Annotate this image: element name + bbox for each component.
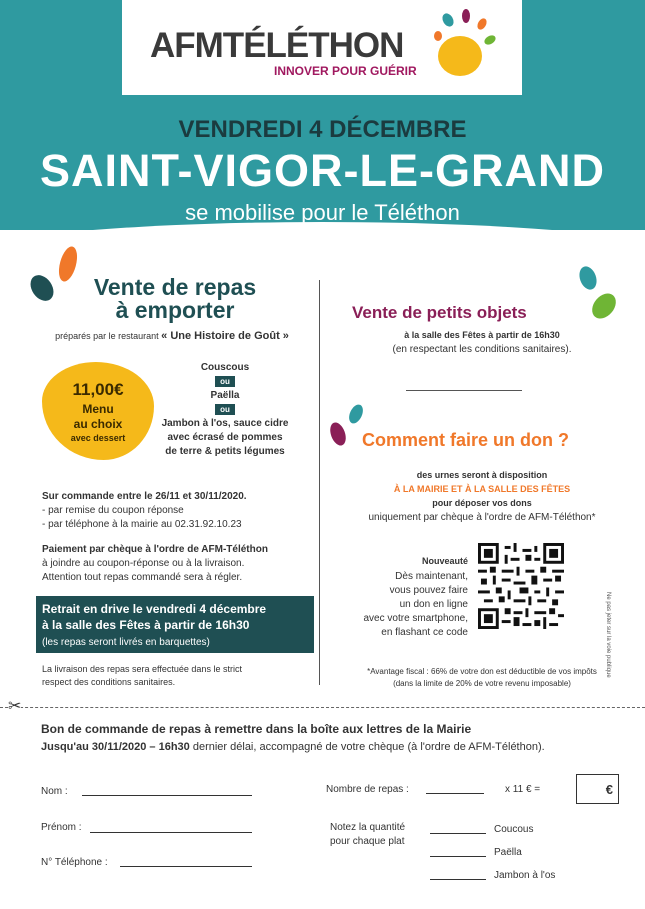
drops-don-icon: [326, 402, 366, 452]
logo-main: AFMTÉLÉTHON: [150, 26, 404, 65]
tax-line1: *Avantage fiscal : 66% de votre don est déductible de vos impôts: [367, 667, 597, 676]
donation-line4: uniquement par chèque à l'ordre de AFM-Téléthon*: [368, 512, 596, 523]
meals-title-line1: Vente de repas: [93, 274, 257, 300]
delivery-line1: La livraison des repas sera effectuée dans le strict: [42, 664, 242, 674]
phone-field[interactable]: [120, 866, 252, 867]
new-line1: Dès maintenant,: [395, 571, 468, 582]
donation-line1: des urnes seront à disposition: [416, 470, 548, 480]
logo-sun-icon: [428, 8, 498, 88]
price-value: 11,00€: [72, 380, 124, 399]
jambon-qty-field[interactable]: [430, 879, 486, 880]
restaurant-name: « Une Histoire de Goût »: [161, 330, 289, 342]
meals-title: [60, 276, 290, 322]
vertical-note: Ne pas jeter sur la voie publique: [605, 592, 611, 678]
logo-tagline: INNOVER POUR GUÉRIR: [274, 64, 417, 78]
dish-couscous: Coucous: [494, 824, 534, 835]
or-badge: ou: [215, 404, 235, 415]
choice-jambon-l3: de terre & petits légumes: [165, 446, 285, 457]
payment-line3: Attention tout repas commandé sera à régler.: [42, 572, 243, 583]
drops-right-icon: [574, 262, 624, 326]
event-date: VENDREDI 4 DÉCEMBRE: [178, 116, 467, 143]
payment-line1: Paiement par chèque à l'ordre de AFM-Téléthon: [42, 544, 268, 555]
donation-line3: pour déposer vos dons: [432, 498, 532, 508]
header-subtitle: se mobilise pour le Téléthon: [185, 200, 460, 225]
price-line2: au choix: [73, 417, 123, 431]
name-label: Nom :: [41, 786, 68, 797]
couscous-qty-field[interactable]: [430, 833, 486, 834]
new-line4: avec votre smartphone,: [363, 613, 468, 624]
form-deadline-bold: Jusqu'au 30/11/2020 – 16h30: [41, 741, 190, 753]
delivery-line2: respect des conditions sanitaires.: [42, 677, 176, 687]
pickup-line2: à la salle des Fêtes à partir de 16h30: [42, 618, 250, 632]
form-title: Bon de commande de repas à remettre dans la boîte aux lettres de la Mairie: [41, 722, 472, 736]
pickup-line3: (les repas seront livrés en barquettes): [42, 637, 210, 648]
objects-title: Vente de petits objets: [352, 303, 527, 322]
order-option-phone: - par téléphone à la mairie au 02.31.92.10.23: [42, 519, 242, 530]
choice-jambon-l1: Jambon à l'os, sauce cidre: [161, 418, 289, 429]
donation-line2: À LA MAIRIE ET À LA SALLE DES FÊTES: [393, 484, 571, 494]
note-line1: Notez la quantité: [330, 822, 406, 833]
or-badge: ou: [215, 376, 235, 387]
pickup-line1: Retrait en drive le vendredi 4 décembre: [42, 602, 267, 616]
choice-paella: Paëlla: [210, 390, 240, 401]
scissors-icon: ✂: [8, 698, 22, 715]
new-line3: un don en ligne: [399, 599, 468, 610]
city-title: SAINT-VIGOR-LE-GRAND: [40, 145, 605, 196]
total-field[interactable]: €: [576, 774, 619, 804]
tax-line2: (dans la limite de 20% de votre revenu imposable): [393, 679, 571, 688]
form-deadline-rest: dernier délai, accompagné de votre chèque (à l'ordre de AFM-Téléthon).: [189, 741, 545, 753]
order-option-coupon: - par remise du coupon réponse: [42, 505, 184, 516]
firstname-field[interactable]: [90, 832, 252, 833]
choice-jambon-l2: avec écrasé de pommes: [167, 432, 283, 443]
order-period: Sur commande entre le 26/11 et 30/11/2020.: [42, 491, 247, 502]
price-line3: avec dessert: [70, 433, 126, 443]
meals-count-label: Nombre de repas :: [326, 784, 409, 795]
prepared-by-text: préparés par le restaurant: [55, 331, 159, 341]
name-field[interactable]: [82, 795, 252, 796]
firstname-label: Prénom :: [41, 822, 82, 833]
payment-line2: à joindre au coupon-réponse ou à la livraison.: [42, 558, 245, 569]
meals-title-line2: à emporter: [115, 297, 235, 323]
dish-paella: Paëlla: [494, 847, 522, 858]
new-line5: en flashant ce code: [381, 627, 468, 638]
new-title: Nouveauté: [421, 556, 468, 566]
new-line2: vous pouvez faire: [389, 585, 468, 596]
objects-note: (en respectant les conditions sanitaires).: [392, 344, 572, 355]
objects-separator: [406, 390, 522, 391]
price-line1: Menu: [82, 402, 114, 416]
objects-location: à la salle des Fêtes à partir de 16h30: [404, 330, 560, 340]
dish-jambon: Jambon à l'os: [494, 870, 556, 881]
choice-couscous: Couscous: [200, 362, 250, 373]
times-price: x 11 € =: [505, 784, 541, 795]
donation-title: Comment faire un don ?: [362, 430, 569, 450]
form-deadline: [41, 741, 545, 753]
paella-qty-field[interactable]: [430, 856, 486, 857]
phone-label: N° Téléphone :: [41, 857, 108, 868]
meals-count-field[interactable]: [426, 793, 484, 794]
cut-line: [0, 707, 645, 708]
donation-qr-code[interactable]: [478, 543, 564, 629]
meals-prepared-by: [22, 330, 322, 342]
note-line2: pour chaque plat: [330, 836, 405, 847]
